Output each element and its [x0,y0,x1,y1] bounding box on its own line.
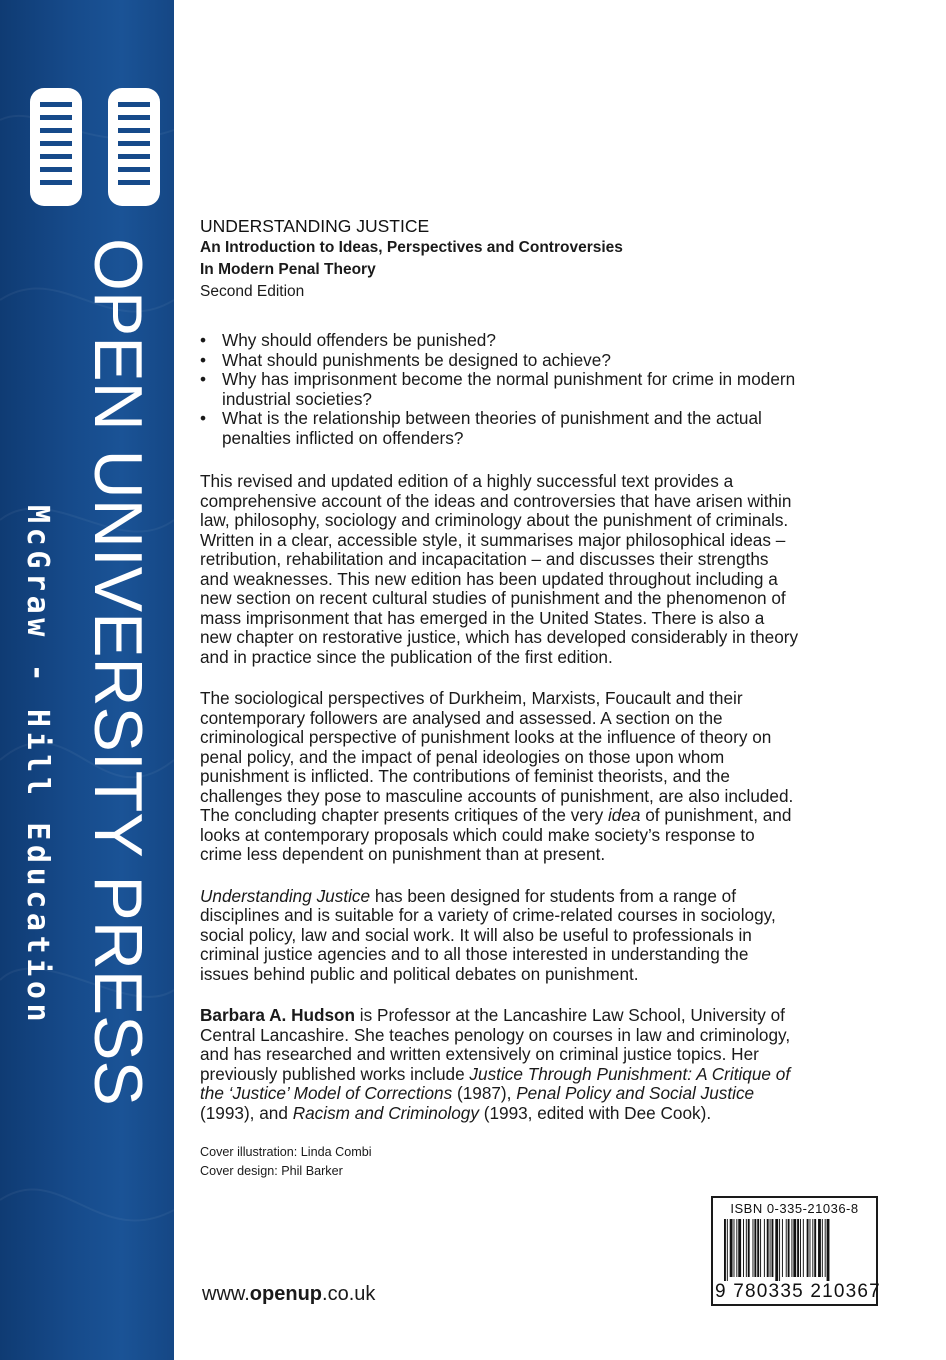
work-title: Racism and Criminology [292,1102,479,1123]
barcode-bar [791,1219,792,1277]
back-cover-text [200,215,800,1181]
spine-band [0,0,174,1360]
ean-number: 9 780335 210367 [715,1281,881,1302]
barcode-bar [760,1219,761,1277]
barcode-bar [748,1219,750,1277]
work-title: Justice Through Punishment: A Critique of the ‘Justice’ Model of Corrections [200,1063,791,1103]
barcode-bar [727,1219,728,1281]
author-name: Barbara A. Hudson [200,1005,356,1025]
emphasis-idea: idea [607,805,641,825]
list-item: • Why has imprisonment become the normal punishment for crime in modern industrial societies? [200,370,800,409]
perspectives-paragraph [200,689,800,865]
barcode-bar [724,1219,726,1281]
isbn-barcode-box [711,1196,881,1306]
isbn-label: ISBN 0-335-21036-8 [730,1201,859,1216]
barcode-bar [754,1219,756,1277]
design-credit: Cover design: Phil Barker [200,1164,343,1178]
author-bio [200,1006,800,1123]
barcode-bar [788,1219,790,1277]
barcode-icon [722,1219,872,1281]
paragraph-text: (1993, edited with Dee Cook). [478,1102,712,1123]
subtitle-line-1: An Introduction to Ideas, Perspectives and Controversies [200,239,623,256]
edition-label: Second Edition [200,283,305,300]
imprint-name: McGraw - Hill Education [20,505,55,1027]
barcode-bar [822,1219,823,1277]
barcode-bar [814,1219,816,1277]
barcode-bar [825,1219,826,1277]
barcode-bar [767,1219,769,1277]
barcode-bar [779,1219,780,1281]
illustration-credit: Cover illustration: Linda Combi [200,1145,372,1159]
description-paragraph: This revised and updated edition of a highly successful text provides a comprehensive account of the ideas and controversies that have arisen within law, philosophy, sociology and criminology about the punishment of criminals. Written in a clear, accessible style, it summarises major philosophical ideas – retribution, rehabilitation and incapacitation – and discusses their strengths and weaknesses. This new edition has been updated throughout including a new section on recent cultural studies of punishment and the phenomenon of mass imprisonment that has emerged in the United States. There is also a new chapter on restorative justice, which has developed considerably in theory and in practice since the publication of the first edition. [200,471,799,667]
publisher-name: OPEN UNIVERSITY PRESS [80,238,156,1106]
list-item: • What is the relationship between theories of punishment and the actual penalties inflicted on offenders? [200,409,800,448]
subtitle-line-2: In Modern Penal Theory [200,261,376,278]
barcode-bar [786,1219,787,1277]
barcode-bar [764,1219,765,1277]
open-university-logo [30,88,160,206]
barcode-bar [736,1219,737,1277]
paragraph-text: The sociological perspectives of Durkheim, Marxists, Foucault and their contemporary followers are analysed and assessed. A section on the criminological perspective of punishment looks at the influence of theory on penal policy, and the impact of penal ideologies on those upon whom punishment is inflicted. The contributions of feminist theorists, and the challenges they pose to masculine accounts of punishment, are also included. The concluding chapter presents critiques of the very [200,688,794,825]
website-prefix: www. [202,1283,250,1305]
barcode-bar [772,1219,774,1277]
barcode-bar [746,1219,747,1277]
barcode-bar [775,1219,778,1281]
website-link[interactable] [202,1283,375,1306]
paragraph-text: of punishment, and looks at contemporary proposals which could make society’s response to crime less dependent on punishment than at present. [200,805,792,864]
barcode-bar [770,1219,771,1277]
book-title: UNDERSTANDING JUSTICE [200,216,430,236]
paragraph-text: is Professor at the Lancashire Law School, University of Central Lancashire. She teaches penology on courses in law and criminology, and has researched and written extensively on criminal justice topics. Her previously published works include [200,1005,791,1084]
barcode-bar [797,1219,799,1277]
website-suffix: .co.uk [322,1283,376,1305]
barcode-bar [734,1219,735,1277]
barcode-bar [753,1219,754,1277]
list-item: • Why should offenders be punished? [200,331,800,351]
barcode-bar [810,1219,811,1277]
barcode-bar [730,1219,733,1277]
book-title-italic: Understanding Justice [200,885,371,906]
barcode-bar [793,1219,796,1277]
barcode-bar [812,1219,813,1277]
cover-credits [200,1143,800,1181]
barcode-bar [827,1219,830,1281]
paragraph-text: (1993), and [200,1102,293,1123]
work-title: Penal Policy and Social Justice [516,1083,755,1103]
paragraph-text: (1987), [452,1083,517,1103]
barcode-bar [757,1219,759,1277]
barcode-bar [800,1219,801,1277]
paragraph-text: has been designed for students from a range of disciplines and is suitable for a variety of crime-related courses in sociology, social policy, law and social work. It will also be useful to professionals in criminal justice agencies and to all those interested in understanding the issues behind public and political debates on punishment. [200,885,776,984]
barcode-bar [743,1219,744,1277]
barcode-bar [738,1219,741,1277]
list-item: • What should punishments be designed to achieve? [200,351,800,371]
barcode-bar [782,1219,783,1277]
barcode-bar [818,1219,821,1277]
barcode-bar [807,1219,809,1277]
audience-paragraph [200,887,800,985]
website-brand: openup [249,1283,323,1305]
barcode-bar [803,1219,804,1277]
question-list [200,331,800,448]
